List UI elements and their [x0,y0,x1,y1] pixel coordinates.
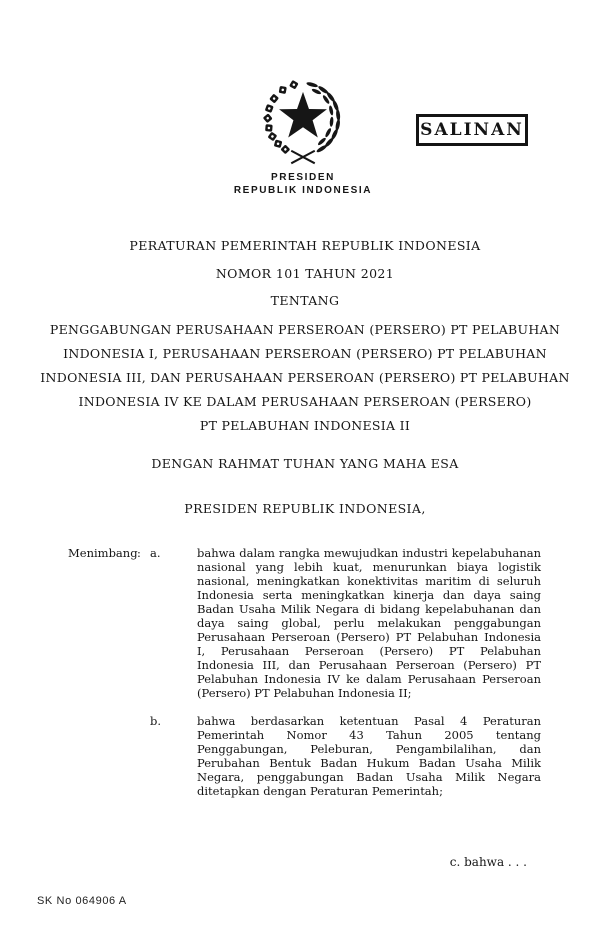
item-marker: a. [150,546,161,560]
item-text: bahwa berdasarkan ketentuan Pasal 4 Peraturan Pemerintah Nomor 43 Tahun 2005 tentang Penggabungan, Peleburan, Pengambilalihan, dan Perubahan Bentuk Badan Hukum Badan Usaha Milik Negara, penggabungan Badan Usaha Milik Negara ditetapkan dengan Peraturan Pemerintah; [197,714,541,798]
document-number: SK No 064906 A [37,895,127,907]
subject-line: PT PELABUHAN INDONESIA II [199,418,411,433]
considerations-items [150,546,541,812]
subject-line: INDONESIA III, DAN PERUSAHAAN PERSEROAN (PERSERO) PT PELABUHAN [40,370,570,385]
invocation-line: DENGAN RAHMAT TUHAN YANG MAHA ESA [151,456,459,471]
subject-line: INDONESIA IV KE DALAM PERUSAHAAN PERSEROAN (PERSERO) [78,394,532,409]
institution-line2: REPUBLIK INDONESIA [233,185,373,196]
regulation-subject [0,318,610,438]
considerations-label: Menimbang [68,546,138,560]
institution-label [0,171,606,197]
subject-line: INDONESIA I, PERUSAHAAN PERSEROAN (PERSERO) PT PELABUHAN [63,346,547,361]
salinan-stamp-label: SALINAN [420,120,524,140]
item-marker: b. [150,714,162,728]
item-text: bahwa dalam rangka mewujudkan industri kepelabuhanan nasional yang lebih kuat, menurunkan biaya logistik nasional, meningkatkan konektivitas maritim di seluruh Indonesia serta meningkatkan kinerja dan daya saing Badan Usaha Milik Negara di bidang kepelabuhanan dan daya saing global, perlu melakukan penggabungan Perusahaan Perseroan (Persero) PT Pelabuhan Indonesia I, Perusahaan Perseroan (Persero) PT Pelabuhan Indonesia III, dan Perusahaan Perseroan (Persero) PT Pelabuhan Indonesia IV ke dalam Perusahaan Perseroan (Persero) PT Pelabuhan Indonesia II; [197,546,541,700]
considerations-separator: : [137,546,141,560]
regulation-title: PERATURAN PEMERINTAH REPUBLIK INDONESIA [129,238,481,253]
regulation-number: NOMOR 101 TAHUN 2021 [215,266,395,281]
catchword: c. bahwa . . . [449,855,527,869]
authority-line: PRESIDEN REPUBLIK INDONESIA, [184,501,426,516]
consideration-item [150,714,541,798]
institution-line1: PRESIDEN [271,172,335,183]
salinan-stamp [416,114,528,146]
consideration-item [150,546,541,700]
considerations-section [68,546,541,812]
presidential-emblem-icon [261,76,345,170]
regulation-about-label: TENTANG [270,293,340,308]
subject-line: PENGGABUNGAN PERUSAHAAN PERSEROAN (PERSERO) PT PELABUHAN [49,322,561,337]
